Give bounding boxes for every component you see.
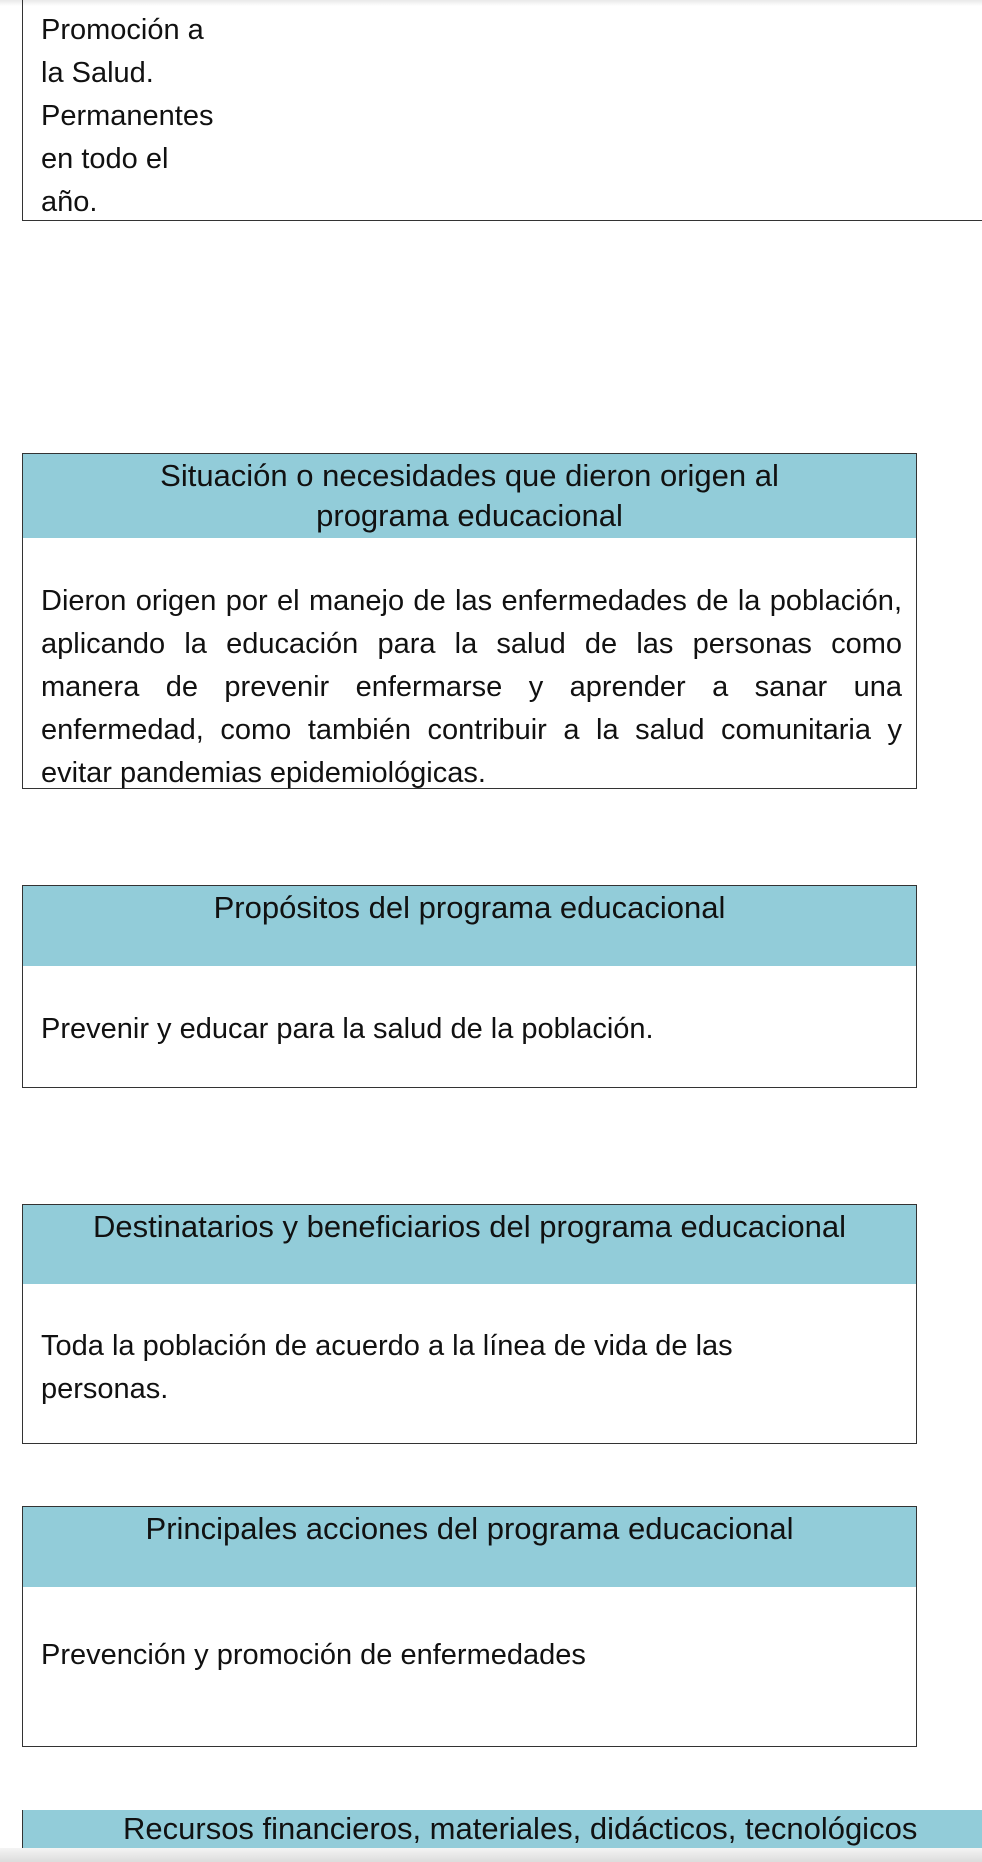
cell-text-line: Promoción a <box>41 14 204 46</box>
section-header: Destinatarios y beneficiarios del programa educacional <box>23 1205 916 1284</box>
cell-text-line: en todo el <box>41 143 169 175</box>
section-header: Propósitos del programa educacional <box>23 886 916 966</box>
section-body: Prevención y promoción de enfermedades <box>41 1639 586 1671</box>
purposes-section <box>22 885 917 1088</box>
actions-section <box>22 1506 917 1747</box>
cell-text-line: la Salud. <box>41 57 154 89</box>
section-header: Principales acciones del programa educacional <box>23 1507 916 1587</box>
section-header-line: programa educacional <box>316 498 623 533</box>
situation-section <box>22 453 917 789</box>
recipients-section <box>22 1204 917 1444</box>
previous-table-cell <box>22 0 982 221</box>
cell-text-line: Permanentes <box>41 100 214 132</box>
section-header-line: Situación o necesidades que dieron origen al <box>160 458 779 493</box>
section-body: Prevenir y educar para la salud de la población. <box>41 1013 654 1045</box>
cell-text-line: año. <box>41 186 98 218</box>
resources-section-header <box>22 1810 982 1848</box>
section-header-text: Recursos financieros, materiales, didácticos, tecnológicos <box>123 1811 918 1846</box>
section-body: Toda la población de acuerdo a la línea de vida de las personas. <box>41 1330 733 1405</box>
page-bottom-edge <box>0 1848 982 1862</box>
section-header <box>23 454 916 538</box>
section-body: Dieron origen por el manejo de las enfermedades de la población, aplicando la educación para la salud de las personas como manera de prevenir enfermarse y aprender a sanar una enfermedad, como también contribuir a la salud comunitaria y evitar pandemias epidemiológicas. <box>41 585 902 789</box>
